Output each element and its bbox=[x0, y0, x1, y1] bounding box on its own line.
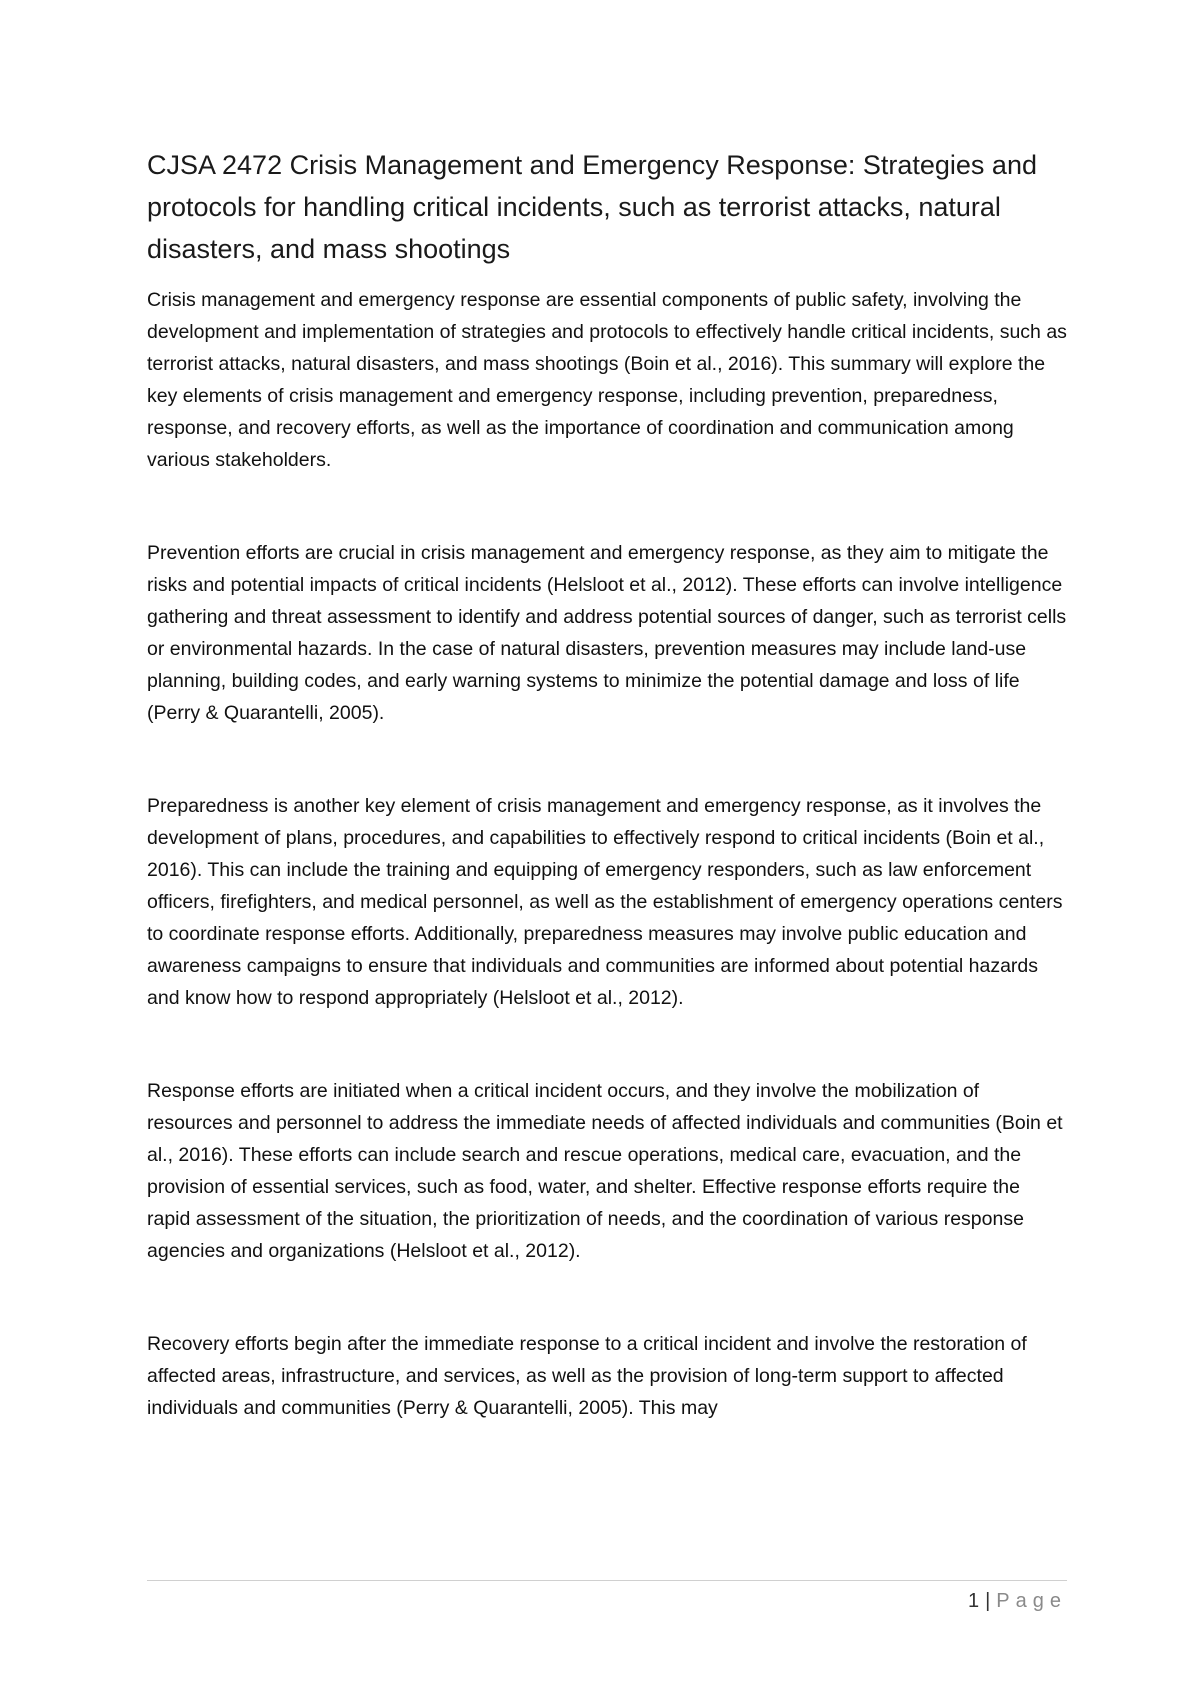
paragraph-response: Response efforts are initiated when a critical incident occurs, and they involve the mobilization of resources and personnel to address the immediate needs of affected individuals and communities (Boin et al., 2016). These efforts can include search and rescue operations, medical care, evacuation, and the provision of essential services, such as food, water, and shelter. Effective response efforts require the rapid assessment of the situation, the prioritization of needs, and the coordination of various response agencies and organizations (Helsloot et al., 2012). bbox=[147, 1080, 1063, 1262]
page-separator: | bbox=[985, 1590, 991, 1612]
page-footer bbox=[968, 1589, 1067, 1613]
paragraph-introduction: Crisis management and emergency response are essential components of public safety, involving the development and implementation of strategies and protocols to effectively handle critical incidents, such as terrorist attacks, natural disasters, and mass shootings (Boin et al., 2016). This summary will explore the key elements of crisis management and emergency response, including prevention, preparedness, response, and recovery efforts, as well as the importance of coordination and communication among various stakeholders. bbox=[147, 289, 1067, 471]
page-number: 1 bbox=[967, 1590, 980, 1612]
paragraph-recovery: Recovery efforts begin after the immediate response to a critical incident and involve the restoration of affected areas, infrastructure, and services, as well as the provision of long-term support to affected individuals and communities (Perry & Quarantelli, 2005). This may bbox=[147, 1333, 1027, 1419]
page-label: Page bbox=[996, 1590, 1067, 1612]
document-title: CJSA 2472 Crisis Management and Emergency Response: Strategies and protocols for handling critical incidents, such as terrorist attacks, natural disasters, and mass shootings bbox=[147, 150, 1037, 264]
page-content bbox=[147, 144, 1067, 1485]
paragraph-prevention: Prevention efforts are crucial in crisis management and emergency response, as they aim to mitigate the risks and potential impacts of critical incidents (Helsloot et al., 2012). These efforts can involve intelligence gathering and threat assessment to identify and address potential sources of danger, such as terrorist cells or environmental hazards. In the case of natural disasters, prevention measures may include land-use planning, building codes, and early warning systems to minimize the potential damage and loss of life (Perry & Quarantelli, 2005). bbox=[147, 542, 1067, 724]
paragraph-preparedness: Preparedness is another key element of crisis management and emergency response, as it involves the development of plans, procedures, and capabilities to effectively respond to critical incidents (Boin et al., 2016). This can include the training and equipping of emergency responders, such as law enforcement officers, firefighters, and medical personnel, as well as the establishment of emergency operations centers to coordinate response efforts. Additionally, preparedness measures may involve public education and awareness campaigns to ensure that individuals and communities are informed about potential hazards and know how to respond appropriately (Helsloot et al., 2012). bbox=[147, 795, 1063, 1009]
footer-divider bbox=[147, 1580, 1067, 1581]
